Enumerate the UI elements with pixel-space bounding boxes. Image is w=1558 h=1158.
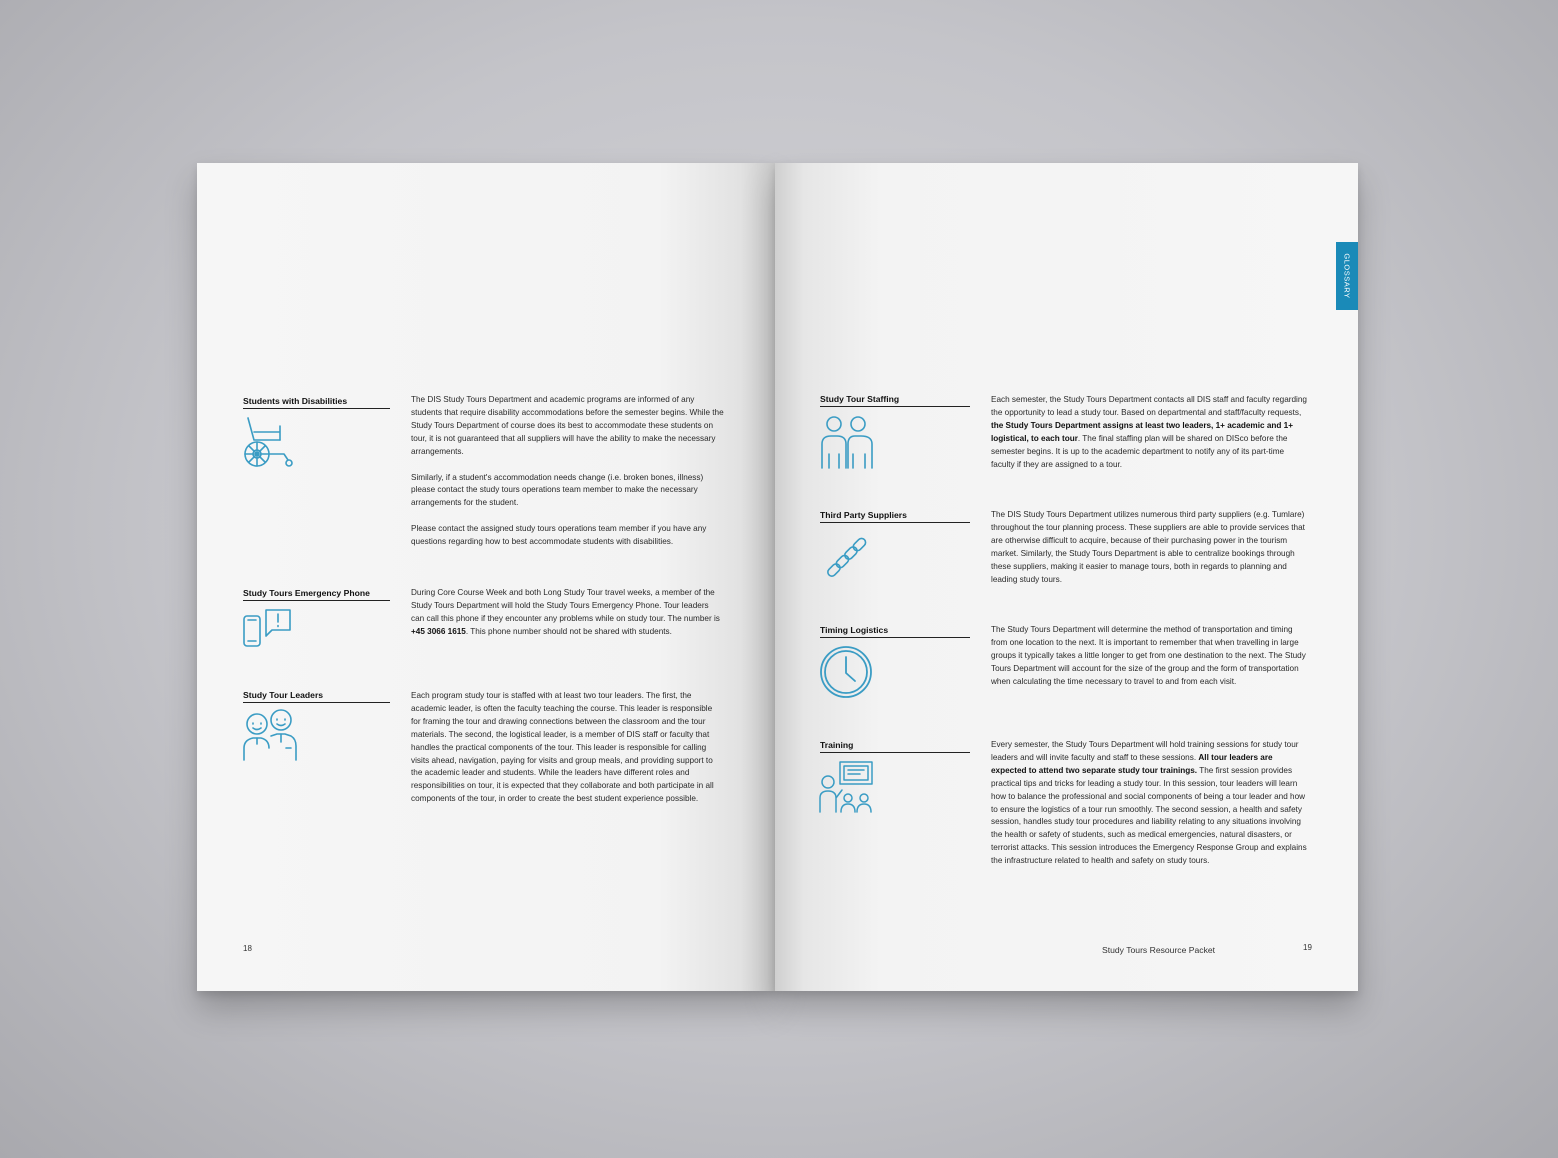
paragraph: The DIS Study Tours Department utilizes numerous third party suppliers (e.g. Tumlare) throughout the tour planning process. These suppliers are able to provide services that are otherwise difficult to acquire, because of their purchasing power in the tourism market. Similarly, the Study Tours Department is able to centralize bookings through these suppliers, making it easier to manage tours, both in regards to planning and leading study tours. xyxy=(991,510,1305,584)
paragraph: Each semester, the Study Tours Department contacts all DIS staff and faculty regarding the opportunity to lead a study tour. Based on departmental and staff/faculty requests, the Study Tours Department assigns at least two leaders, 1+ academic and 1+ logistical, to each tour. The final staffing plan will be shared on DISco before the semester begins. It is up to the academic department to notify any of its part-time faculty if they are assigned to a tour. xyxy=(991,395,1307,469)
section-body xyxy=(991,394,1309,484)
paragraph: During Core Course Week and both Long Study Tour travel weeks, a member of the Study Tours Department will hold the Study Tours Emergency Phone. Tour leaders can call this phone if they encounter any problems while on study tour. The number is +45 3066 1615. This phone number should not be shared with students. xyxy=(411,588,720,636)
page-number: 18 xyxy=(243,944,252,953)
footer-title: Study Tours Resource Packet xyxy=(1102,945,1216,955)
paragraph: Similarly, if a student's accommodation needs change (i.e. broken bones, illness) please contact the study tours operations team member to make the necessary arrangements for the student. xyxy=(411,472,704,508)
left-page xyxy=(197,163,775,991)
section-body xyxy=(411,690,723,819)
staff-people-icon xyxy=(819,414,875,470)
section-heading: Third Party Suppliers xyxy=(820,510,970,523)
section-body xyxy=(991,509,1309,599)
paragraph: Please contact the assigned study tours operations team member if you have any questions regarding how to best accommodate students with disabilities. xyxy=(411,524,707,547)
wheelchair-icon xyxy=(240,414,300,470)
section-heading: Training xyxy=(820,740,970,753)
paragraph: The DIS Study Tours Department and academic programs are informed of any students that require disability accommodations before the semester begins. While the Study Tours Department of course does its best to accommodate these students on tour, it is not guaranteed that all suppliers will have the ability to make the necessary arrangements. xyxy=(411,395,724,456)
chain-link-icon xyxy=(818,530,874,586)
two-leaders-icon xyxy=(241,708,299,764)
paragraph: Every semester, the Study Tours Department will hold training sessions for study tour leaders and will invite faculty and staff to these sessions. All tour leaders are expected to attend two separate study tour trainings. The first session provides practical tips and tricks for leading a study tour. In this session, tour leaders will learn how to balance the professional and social components of being a tour leader and how to ensure the logistics of a tour run smoothly. The second session, a health and safety session, handles study tour procedures and liability relating to any situations involving the health or safety of students, such as medical emergencies, natural disasters, or terrorist attacks. This session introduces the Emergency Response Group and explains the infrastructure related to health and safety on study tours. xyxy=(991,740,1307,866)
page-number: 19 xyxy=(1303,943,1312,952)
section-body xyxy=(991,739,1309,881)
glossary-tab[interactable] xyxy=(1336,242,1358,310)
tab-label: GLOSSARY xyxy=(1342,253,1352,299)
section-heading: Study Tour Staffing xyxy=(820,394,970,407)
section-heading: Timing Logistics xyxy=(820,625,970,638)
section-heading: Students with Disabilities xyxy=(243,396,390,409)
phone-alert-icon xyxy=(242,608,294,648)
section-body xyxy=(411,587,723,652)
section-heading: Study Tour Leaders xyxy=(243,690,390,703)
section-heading: Study Tours Emergency Phone xyxy=(243,588,390,601)
paragraph: Each program study tour is staffed with at least two tour leaders. The first, the academic leader, is often the faculty teaching the course. This leader is responsible for framing the tour and drawing connections between the classroom and the tour materials. The second, the logistical leader, is a member of DIS staff or faculty that handles the practical components of the tour. This leader is responsible for calling visits ahead, navigation, paying for visits and group meals, and providing support to the academic leader and students. While the leaders have different roles and responsibilities on tour, it is expected that they collaborate and both participate in all components of the tour, in order to create the best student experience possible. xyxy=(411,691,714,804)
training-presentation-icon xyxy=(818,760,874,814)
section-body xyxy=(991,624,1309,702)
clock-icon xyxy=(819,645,873,699)
section-body xyxy=(411,394,726,562)
paragraph: The Study Tours Department will determine the method of transportation and timing from one location to the next. It is important to remember that when travelling in large groups it typically takes a little longer to get from one destination to the next. The Study Tours Department will account for the size of the group and the form of transportation when calculating the time necessary to travel to and from each visit. xyxy=(991,625,1306,686)
